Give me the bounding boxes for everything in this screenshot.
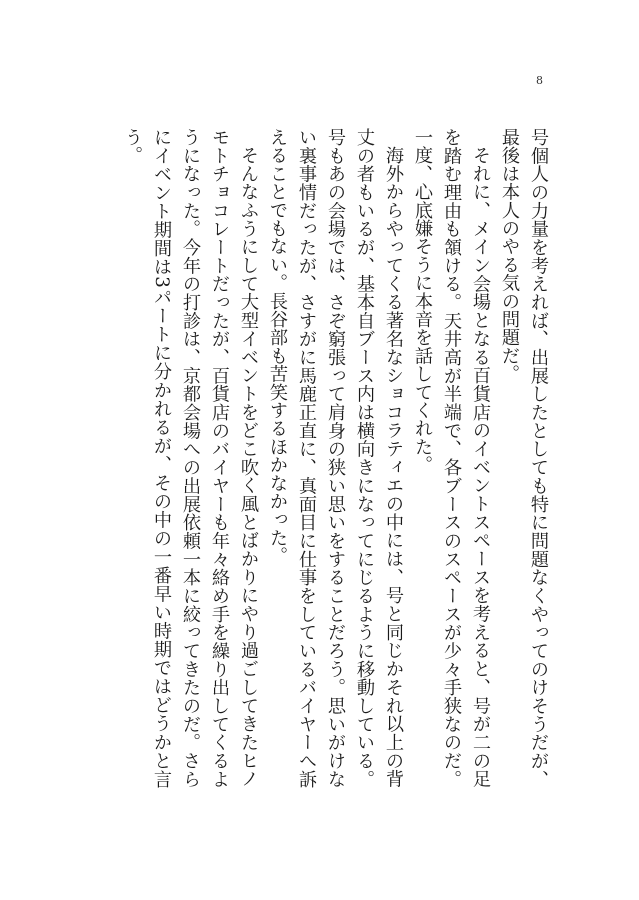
paragraph: 号個人の力量を考えれば、出展したとしても特に問題なくやってのけそうだが、最後は本人のやる気の問題だ。 (499, 128, 549, 788)
vertical-text-body (118, 128, 553, 788)
page-number: 8 (536, 74, 543, 87)
paragraph: 海外からやってくる著名なショコラティエの中には、号と同じかそれ以上の背丈の者もいるが、基本自ブース内は横向きになってにじるように移動している。号もあの会場では、さぞ窮張って肩身の狭い思いをすることだろう。思いがけない裏事情だったが、さすがに馬鹿正直に、真面目に仕事をしているバイヤーへ訴えることでもない。長谷部も苦笑するほかなかった。 (267, 128, 404, 788)
paragraph: それに、メイン会場となる百貨店のイベントスペースを考えると、号が二の足を踏む理由も頷ける。天井高が半端で、各ブースのスペースが少々手狭なのだ。一度、心底嫌そうに本音を話してくれた。 (412, 128, 491, 788)
paragraph: そんなふうにして大型イベントをどこ吹く風とばかりにやり過ごしてきたヒノモトチョコレートだったが、百貨店のバイヤーも年々絡め手を繰り出してくるようになった。今年の打診は、京都会場への出展依頼一本に絞ってきたのだ。さらにイベント期間は3パートに分かれるが、その中の一番早い時期ではどうかと言う。 (122, 128, 259, 788)
